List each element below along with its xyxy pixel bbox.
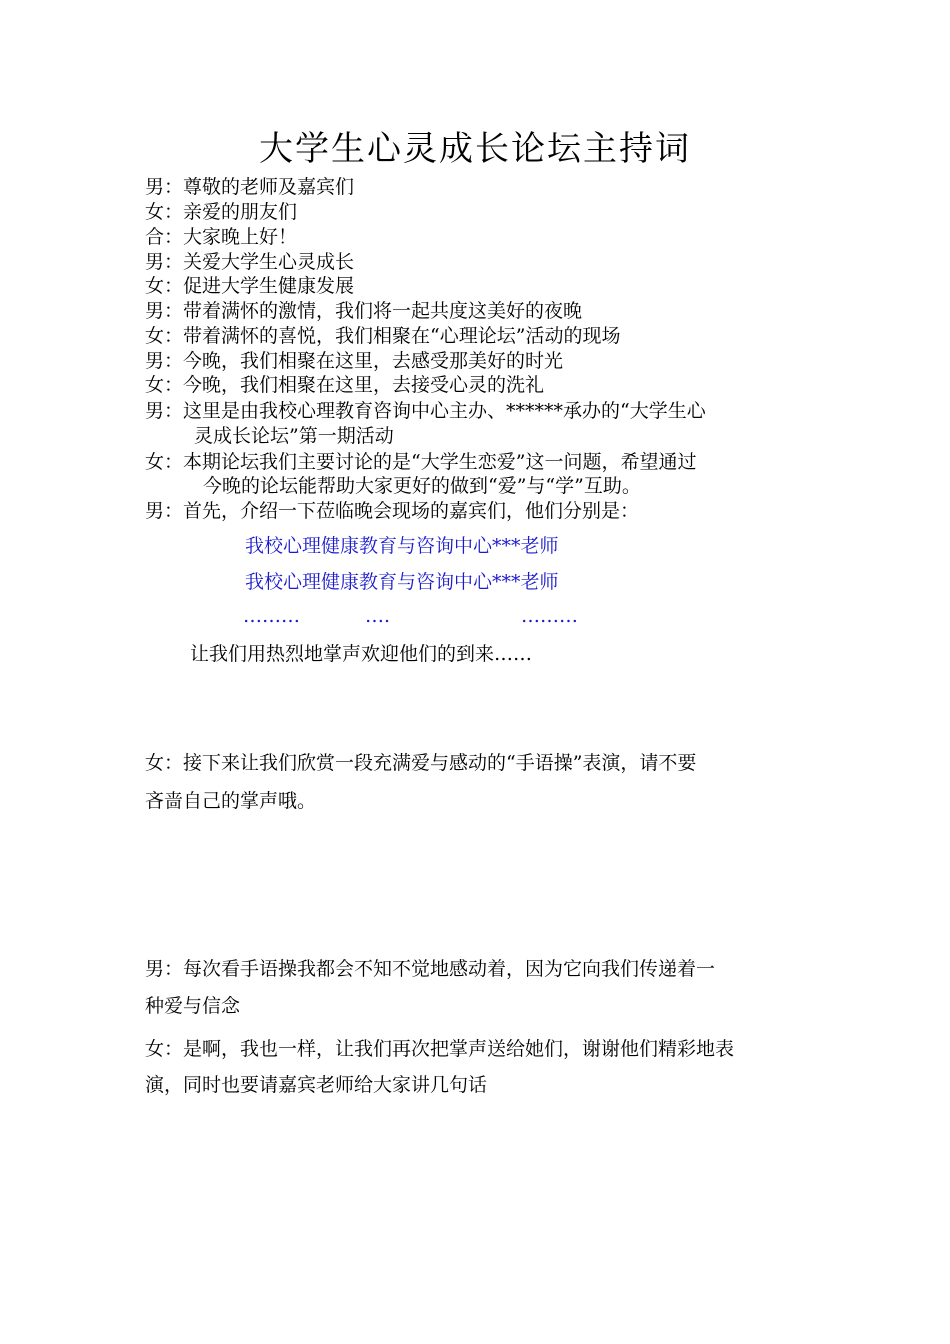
- script-line: [145, 200, 297, 224]
- line-text: 促进大学生健康发展: [183, 275, 355, 297]
- script-line: [145, 324, 620, 348]
- line-continuation: 今晚的论坛能帮助大家更好的做到“爱”与“学”互助。: [203, 475, 641, 497]
- script-line: [145, 499, 639, 523]
- line-text: 这里是由我校心理教育咨询中心主办、******承办的“大学生心: [183, 400, 706, 422]
- script-paragraph-line: 女：是啊，我也一样，让我们再次把掌声送给她们，谢谢他们精彩地表: [145, 1038, 735, 1060]
- speaker-label: 女：: [145, 275, 184, 297]
- script-line: [145, 373, 544, 397]
- script-paragraph-line: 种爱与信念: [145, 995, 241, 1017]
- guest-name: 我校心理健康教育与咨询中心***老师: [245, 535, 559, 557]
- line-text: 带着满怀的喜悦，我们相聚在“心理论坛”活动的现场: [183, 325, 621, 347]
- speaker-label: 合：: [145, 226, 184, 248]
- line-text: 今晚，我们相聚在这里，去感受那美好的时光: [183, 350, 564, 372]
- document-title: 大学生心灵成长论坛主持词: [259, 129, 691, 169]
- speaker-label: 男：: [145, 251, 184, 273]
- line-text: 亲爱的朋友们: [183, 201, 298, 223]
- line-text: 本期论坛我们主要讨论的是“大学生恋爱”这一问题，希望通过: [183, 451, 697, 473]
- guest-name: 我校心理健康教育与咨询中心***老师: [245, 571, 559, 593]
- speaker-label: 男：: [145, 300, 184, 322]
- line-text: 带着满怀的激情，我们将一起共度这美好的夜晚: [183, 300, 583, 322]
- line-text: 尊敬的老师及嘉宾们: [183, 176, 355, 198]
- guest-ellipsis: ….: [365, 605, 391, 627]
- script-line: [145, 274, 354, 298]
- line-continuation: 灵成长论坛”第一期活动: [194, 425, 394, 447]
- speaker-label: 女：: [145, 325, 184, 347]
- guest-ellipsis: ………: [521, 605, 578, 627]
- script-line: [145, 225, 297, 249]
- line-text: 大家晚上好！: [183, 226, 298, 248]
- guest-ellipsis: ………: [243, 605, 300, 627]
- line-text: 今晚，我们相聚在这里，去接受心灵的洗礼: [183, 374, 545, 396]
- speaker-label: 女：: [145, 374, 184, 396]
- speaker-label: 男：: [145, 350, 184, 372]
- script-line: [145, 399, 706, 423]
- script-paragraph-line: 男：每次看手语操我都会不知不觉地感动着，因为它向我们传递着一: [145, 958, 716, 980]
- line-text: 关爱大学生心灵成长: [183, 251, 355, 273]
- speaker-label: 男：: [145, 500, 184, 522]
- speaker-label: 男：: [145, 176, 184, 198]
- speaker-label: 女：: [145, 451, 184, 473]
- script-line: [145, 349, 563, 373]
- speaker-label: 男：: [145, 400, 184, 422]
- script-line: [145, 250, 354, 274]
- script-paragraph-line: 吝啬自己的掌声哦。: [145, 790, 317, 812]
- script-line: [145, 450, 696, 474]
- speaker-label: 女：: [145, 201, 184, 223]
- script-paragraph-line: 女：接下来让我们欣赏一段充满爱与感动的“手语操”表演，请不要: [145, 752, 697, 774]
- script-line: [145, 175, 354, 199]
- welcome-line: 让我们用热烈地掌声欢迎他们的到来……: [190, 643, 533, 665]
- script-line: [145, 299, 582, 323]
- script-paragraph-line: 演，同时也要请嘉宾老师给大家讲几句话: [145, 1074, 488, 1096]
- line-text: 首先，介绍一下莅临晚会现场的嘉宾们，他们分别是：: [183, 500, 640, 522]
